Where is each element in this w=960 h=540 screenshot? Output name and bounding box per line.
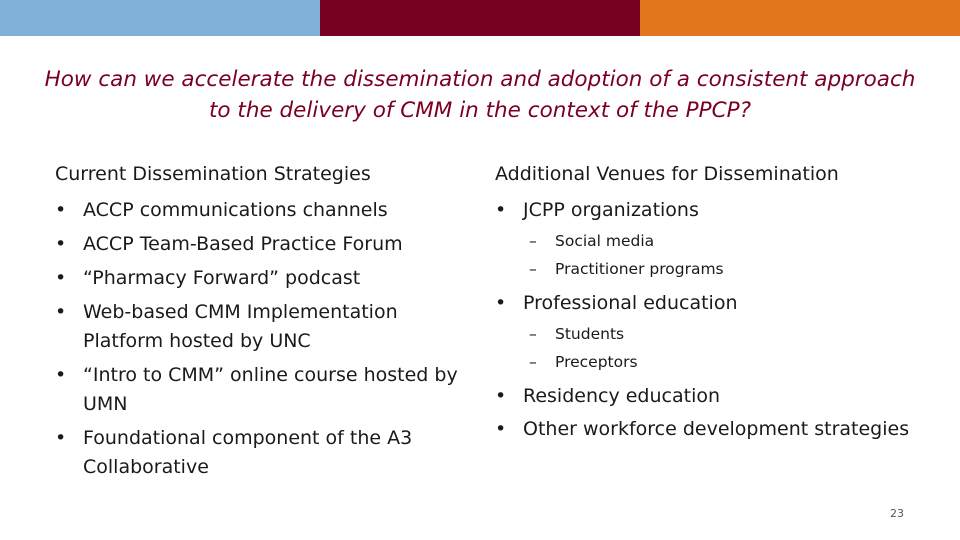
list-item (495, 382, 915, 411)
sub-list (523, 227, 915, 283)
list-item-label: Professional education (523, 292, 738, 314)
list-item: • Foundational component of the A3 Collaborative (55, 424, 465, 482)
list-item: • “Intro to CMM” online course hosted by UMN (55, 361, 465, 419)
page-number: 23 (890, 507, 904, 520)
top-color-bar (0, 0, 960, 36)
top-bar-orange-segment (640, 0, 960, 36)
right-column-heading: Additional Venues for Dissemination (495, 163, 839, 185)
top-bar-maroon-segment (320, 0, 640, 36)
list-item: • ACCP communications channels (55, 196, 465, 225)
list-item: • Web-based CMM Implementation Platform hosted by UNC (55, 298, 465, 356)
list-item (495, 196, 915, 283)
top-bar-blue-segment (0, 0, 320, 36)
sub-list-item: – Preceptors (529, 348, 915, 376)
list-item-label: Other workforce development strategies (523, 418, 910, 440)
sub-list-item: – Practitioner programs (529, 255, 915, 283)
sub-list-item: – Students (529, 320, 915, 348)
list-item: • ACCP Team-Based Practice Forum (55, 230, 465, 259)
list-item: • “Pharmacy Forward” podcast (55, 264, 465, 293)
left-bullet-list (55, 196, 465, 482)
sub-list-item: – Social media (529, 227, 915, 255)
list-item-label: Residency education (523, 385, 721, 407)
left-column (55, 160, 465, 487)
right-bullet-list (495, 196, 915, 444)
slide-title: How can we accelerate the dissemination and adoption of a consistent approach to the delivery of CMM in the context of the PPCP? (44, 67, 916, 123)
list-item-label: JCPP organizations (523, 199, 699, 221)
left-column-heading: Current Dissemination Strategies (55, 163, 371, 185)
sub-list (523, 320, 915, 376)
right-column (495, 160, 915, 448)
list-item (495, 415, 915, 444)
list-item (495, 289, 915, 376)
